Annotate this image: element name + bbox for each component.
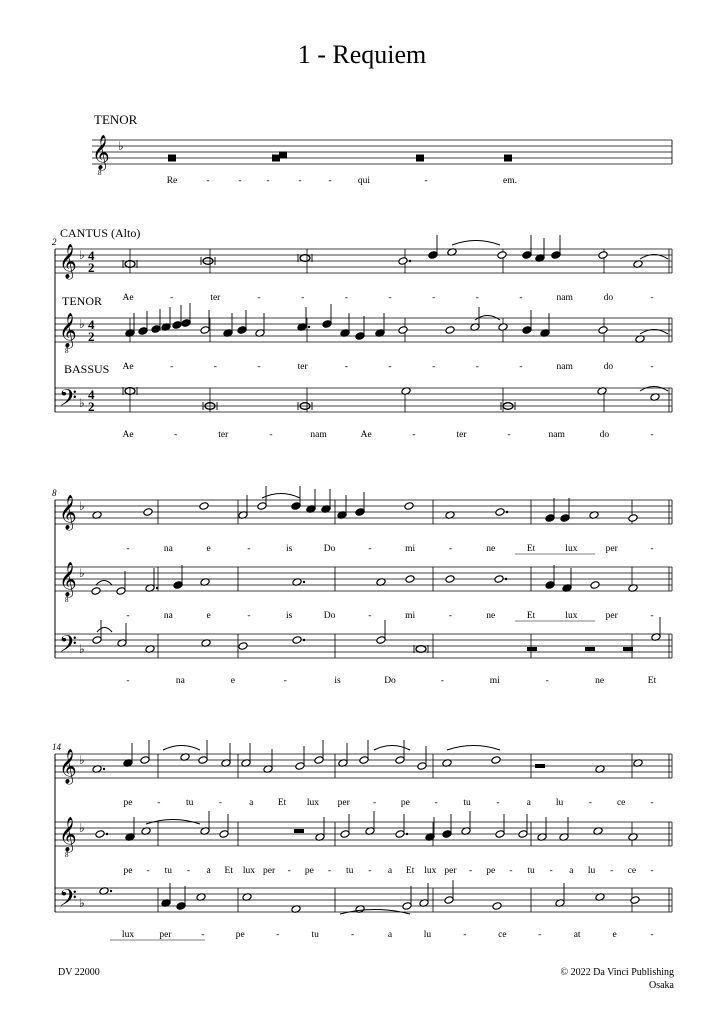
lyric-syllable: na <box>163 544 173 554</box>
lyric-syllable: ce <box>498 930 507 940</box>
lyric-syllable: - <box>424 176 428 186</box>
tie <box>96 581 112 586</box>
quarter-note <box>355 508 365 517</box>
lyric-syllable: pe <box>304 866 314 876</box>
lyric-syllable: do <box>599 430 610 440</box>
whole-note <box>628 514 638 523</box>
quarter-note <box>173 581 183 590</box>
lyric-syllable: tu <box>345 866 354 876</box>
whole-note <box>590 581 600 590</box>
lyric-syllable: - <box>588 798 592 808</box>
lyric-syllable: - <box>434 798 438 808</box>
lyric-syllable: - <box>496 798 500 808</box>
lyric-syllable: - <box>247 544 251 554</box>
quarter-note <box>522 251 532 260</box>
quarter-note <box>560 514 570 523</box>
whole-note <box>445 326 455 335</box>
half-note <box>116 587 126 596</box>
lyric-syllable: - <box>146 866 150 876</box>
lyric-syllable: ter <box>297 362 308 372</box>
lyric-syllable: Et <box>405 866 415 876</box>
catalog-number: DV 22000 <box>58 967 100 978</box>
tie <box>640 387 668 392</box>
lyric-syllable: - <box>650 611 654 621</box>
half-note <box>402 902 412 911</box>
lyric-syllable: - <box>475 293 479 303</box>
lyric-syllable: mi <box>405 544 416 554</box>
augmentation-dot <box>103 768 105 770</box>
lyric-syllable: lux <box>306 798 320 808</box>
quarter-note <box>442 830 452 839</box>
lyric-syllable: - <box>388 362 392 372</box>
half-note <box>219 830 229 839</box>
lyric-syllable: ne <box>595 676 605 686</box>
lyric-syllable: - <box>650 293 654 303</box>
lyric-syllable: tu <box>185 798 194 808</box>
lyric-syllable: - <box>344 293 348 303</box>
lyric-syllable: a <box>206 866 211 876</box>
lyric-syllable: na <box>163 611 173 621</box>
rest <box>585 647 595 651</box>
lyric-syllable: tu <box>311 930 319 940</box>
lyric-syllable: lux <box>121 930 135 940</box>
lyric-syllable: Ae <box>122 293 134 303</box>
lyric-syllable: tu <box>527 866 535 876</box>
lyric-syllable: - <box>610 866 614 876</box>
bass-clef-icon: 𝄢 <box>59 630 78 663</box>
lyric-syllable: Et <box>647 676 657 686</box>
half-note <box>376 636 386 645</box>
lyric-syllable: - <box>545 676 549 686</box>
lyric-syllable: ne <box>486 544 496 554</box>
lyric-syllable: - <box>186 866 191 876</box>
lyric-syllable: e <box>612 930 617 940</box>
lyric-syllable: - <box>650 430 654 440</box>
lyric-syllable: - <box>538 930 542 940</box>
quarter-note <box>522 326 532 335</box>
square-note <box>279 152 287 159</box>
lyric-syllable: mi <box>489 676 500 686</box>
lyric-syllable: per <box>337 798 350 808</box>
lyric-syllable: - <box>266 176 270 186</box>
whole-note <box>91 587 101 596</box>
tie <box>97 628 112 633</box>
lyric-syllable: - <box>469 866 473 876</box>
half-note <box>140 756 150 765</box>
lyric-syllable: ce <box>616 798 626 808</box>
octave-sub-icon: 8 <box>98 169 102 177</box>
treble-clef-icon: 𝄞 <box>59 562 77 597</box>
augmentation-dot <box>106 833 108 835</box>
quarter-note <box>172 321 182 330</box>
measure-number: 8 <box>52 488 57 498</box>
lyric-syllable: - <box>475 362 479 372</box>
lyric-syllable: - <box>328 176 332 186</box>
measure-number: 2 <box>52 237 57 247</box>
whole-note <box>199 502 209 511</box>
lyric-syllable: ter <box>218 430 229 440</box>
half-note <box>395 756 405 765</box>
rest <box>535 764 545 768</box>
lyric-syllable: Ae <box>122 362 134 372</box>
lyric-syllable: - <box>174 430 178 440</box>
quarter-note <box>181 319 191 328</box>
augmentation-dot <box>308 326 310 328</box>
lyric-syllable: pe <box>486 866 496 876</box>
whole-note <box>405 575 415 584</box>
bass-clef-icon: 𝄢 <box>59 384 78 417</box>
lyric-syllable: pe <box>400 798 410 808</box>
augmentation-dot <box>156 587 158 589</box>
voice-label: BASSUS <box>64 362 110 376</box>
quarter-note <box>355 332 365 341</box>
time-signature-numerator: 4 <box>88 248 95 263</box>
rest <box>623 647 633 651</box>
half-note <box>444 896 454 905</box>
square-note <box>168 155 176 162</box>
lyric-syllable: - <box>549 866 553 876</box>
half-note <box>417 762 427 771</box>
treble-clef-icon: 𝄞 <box>59 313 77 348</box>
whole-note <box>143 508 153 517</box>
quarter-note <box>291 502 301 511</box>
half-note <box>495 830 505 839</box>
lyric-syllable: Et <box>526 544 536 554</box>
quarter-note <box>545 514 555 523</box>
lyric-syllable: - <box>440 676 444 686</box>
tie <box>163 746 200 751</box>
flat-icon: ♭ <box>79 753 85 767</box>
whole-note <box>495 508 505 517</box>
lyric-syllable: - <box>257 293 261 303</box>
whole-note <box>598 251 608 260</box>
rest <box>527 647 537 651</box>
flat-icon: ♭ <box>79 821 85 835</box>
quarter-note <box>151 325 161 334</box>
lyric-syllable: - <box>327 866 332 876</box>
lyric-syllable: lux <box>565 611 578 621</box>
half-note <box>518 830 528 839</box>
lyric-syllable: - <box>126 544 130 554</box>
lyric-syllable: - <box>519 293 523 303</box>
lyric-syllable: - <box>448 544 453 554</box>
lyric-syllable: - <box>218 798 223 808</box>
tie <box>374 746 410 751</box>
lyric-syllable: em. <box>503 176 517 186</box>
square-note <box>504 155 512 162</box>
augmentation-dot <box>406 833 408 835</box>
lyric-syllable: nam <box>548 430 565 440</box>
whole-note <box>492 902 502 911</box>
lyric-syllable: - <box>276 930 280 940</box>
flat-icon: ♭ <box>79 566 85 580</box>
lyric-syllable: lu <box>555 798 564 808</box>
lyric-syllable: a <box>387 930 393 940</box>
lyric-syllable: - <box>650 798 654 808</box>
treble-clef-icon: 𝄞 <box>59 749 77 784</box>
lyric-syllable: nam <box>556 362 573 372</box>
lyric-syllable: at <box>573 930 581 940</box>
whole-note <box>491 756 501 765</box>
lyric-syllable: - <box>448 611 453 621</box>
lyric-syllable: ter <box>456 430 467 440</box>
lyric-syllable: lu <box>587 866 596 876</box>
bass-clef-icon: 𝄢 <box>59 884 78 917</box>
augmentation-dot <box>303 639 305 641</box>
lyric-syllable: per <box>262 866 276 876</box>
lyric-syllable: Do <box>384 676 396 686</box>
square-note <box>272 155 280 162</box>
square-note <box>416 155 424 162</box>
quarter-note <box>237 326 247 335</box>
lyric-syllable: - <box>201 930 205 940</box>
quarter-note <box>545 581 555 590</box>
lyric-syllable: per <box>605 611 618 621</box>
octave-sub-icon: 8 <box>65 596 69 604</box>
voice-label: TENOR <box>62 294 102 308</box>
lyric-syllable: a <box>526 798 531 808</box>
lyric-syllable: - <box>170 362 174 372</box>
lyric-syllable: e <box>206 611 211 621</box>
lyric-syllable: lux <box>565 544 578 554</box>
quarter-note <box>322 320 332 329</box>
lyric-syllable: is <box>334 676 341 686</box>
lyric-syllable: - <box>368 544 372 554</box>
lyric-syllable: - <box>432 293 436 303</box>
tie <box>262 494 300 499</box>
whole-note <box>398 257 408 266</box>
lyric-syllable: - <box>432 362 436 372</box>
half-note <box>295 762 305 771</box>
lyric-syllable: - <box>213 362 217 372</box>
whole-note <box>494 575 504 584</box>
lyric-syllable: Ae <box>360 430 372 440</box>
lyric-syllable: mi <box>405 611 416 621</box>
treble-clef-icon: 𝄞 <box>59 817 77 852</box>
lyric-syllable: - <box>126 676 130 686</box>
lyric-syllable: Re <box>166 176 178 186</box>
time-signature-denominator: 2 <box>88 329 95 344</box>
lyric-syllable: Ae <box>122 430 134 440</box>
voice-label: CANTUS (Alto) <box>60 226 141 240</box>
lyric-syllable: do <box>603 293 614 303</box>
whole-note <box>292 636 302 645</box>
half-note <box>395 830 405 839</box>
treble-clef-icon: 𝄞 <box>59 495 77 530</box>
lyric-syllable: - <box>257 362 261 372</box>
treble-clef-icon: 𝄞 <box>59 244 77 279</box>
lyric-syllable: - <box>157 798 161 808</box>
octave-sub-icon: 8 <box>65 347 69 355</box>
lyric-syllable: tu <box>164 866 172 876</box>
lyric-syllable: tu <box>463 798 471 808</box>
lyric-syllable: ter <box>210 293 221 303</box>
quarter-note <box>551 251 561 260</box>
lyric-syllable: - <box>344 362 348 372</box>
lyric-syllable: e <box>230 676 235 686</box>
flat-icon: ♭ <box>118 139 124 153</box>
page-title: 1 - Requiem <box>297 40 427 69</box>
augmentation-dot <box>409 260 411 262</box>
half-note <box>198 756 208 765</box>
lyric-syllable: a <box>387 866 393 876</box>
lyric-syllable: is <box>286 611 293 621</box>
lyric-syllable: Do <box>323 611 336 621</box>
lyric-syllable: - <box>301 293 305 303</box>
time-signature-denominator: 2 <box>88 260 95 275</box>
lyric-syllable: Do <box>323 544 336 554</box>
half-note <box>314 756 324 765</box>
lyric-syllable: - <box>350 930 355 940</box>
flat-icon: ♭ <box>79 642 85 656</box>
lyric-syllable: lux <box>242 866 255 876</box>
flat-icon: ♭ <box>79 248 85 262</box>
time-signature-numerator: 4 <box>88 317 95 332</box>
lyric-syllable: qui <box>357 176 371 186</box>
lyric-syllable: - <box>287 866 291 876</box>
breve-note <box>300 255 310 262</box>
whole-note <box>238 642 248 651</box>
half-note <box>92 636 102 645</box>
lyric-syllable: - <box>368 866 372 876</box>
lyric-syllable: per <box>605 544 618 554</box>
flat-icon: ♭ <box>79 896 85 910</box>
lyric-syllable: - <box>412 430 416 440</box>
half-note <box>340 830 350 839</box>
lyric-syllable: pe <box>123 866 133 876</box>
lyric-syllable: is <box>286 544 293 554</box>
augmentation-dot <box>303 581 305 583</box>
flat-icon: ♭ <box>79 396 85 410</box>
lyric-syllable: - <box>650 544 654 554</box>
lyric-syllable: ce <box>627 866 637 876</box>
lyric-syllable: nam <box>556 293 573 303</box>
lyric-syllable: lu <box>423 930 432 940</box>
lyric-syllable: - <box>507 430 511 440</box>
lyric-syllable: - <box>170 293 174 303</box>
augmentation-dot <box>110 890 112 892</box>
lyric-syllable: - <box>509 866 513 876</box>
lyric-syllable: ne <box>486 611 496 621</box>
lyric-syllable: a <box>249 798 254 808</box>
lyric-syllable: - <box>247 611 251 621</box>
lyric-syllable: e <box>206 544 211 554</box>
lyric-syllable: lux <box>424 866 437 876</box>
rest <box>294 829 304 833</box>
whole-note <box>404 502 414 511</box>
lyric-syllable: per <box>159 930 172 940</box>
lyric-syllable: - <box>372 798 377 808</box>
lyric-syllable: do <box>603 362 614 372</box>
treble-clef-icon: 𝄞 <box>92 135 110 170</box>
quarter-note <box>176 902 186 911</box>
tie <box>452 241 500 246</box>
lyric-syllable: - <box>650 866 654 876</box>
lyric-syllable: Et <box>526 611 536 621</box>
half-note <box>359 756 369 765</box>
augmentation-dot <box>506 511 508 513</box>
lyric-syllable: - <box>388 293 392 303</box>
lyric-syllable: - <box>283 676 287 686</box>
lyric-syllable: - <box>650 930 654 940</box>
lyric-syllable: - <box>126 611 130 621</box>
quarter-note <box>428 251 438 260</box>
lyric-syllable: per <box>444 866 457 876</box>
quarter-note <box>138 327 148 336</box>
lyric-syllable: - <box>650 362 654 372</box>
whole-note <box>398 326 408 335</box>
lyric-syllable: - <box>238 176 242 186</box>
lyric-syllable: pe <box>235 930 245 940</box>
breve-note <box>416 646 426 653</box>
half-note <box>200 326 210 335</box>
flat-icon: ♭ <box>79 317 85 331</box>
lyric-syllable: a <box>569 866 574 876</box>
lyric-syllable: - <box>463 930 467 940</box>
whole-note <box>630 896 640 905</box>
tie <box>447 746 500 751</box>
lyric-syllable: - <box>368 611 372 621</box>
flat-icon: ♭ <box>79 499 85 513</box>
lyric-syllable: - <box>298 176 302 186</box>
lyric-syllable: - <box>206 176 210 186</box>
lyric-syllable: - <box>269 430 273 440</box>
lyric-syllable: Et <box>224 866 233 876</box>
lyric-syllable: Et <box>277 798 287 808</box>
augmentation-dot <box>505 578 507 580</box>
whole-note <box>497 251 507 260</box>
whole-note <box>598 326 608 335</box>
time-signature-numerator: 4 <box>88 387 95 402</box>
octave-sub-icon: 8 <box>65 851 69 859</box>
lyric-syllable: - <box>519 362 523 372</box>
lyric-syllable: nam <box>310 430 327 440</box>
publisher-city: Osaka <box>649 980 674 991</box>
whole-note <box>95 830 105 839</box>
copyright-line: © 2022 Da Vinci Publishing <box>560 967 674 978</box>
half-note <box>257 502 267 511</box>
lyric-syllable: pe <box>123 798 133 808</box>
whole-note <box>445 575 455 584</box>
lyric-syllable: na <box>175 676 185 686</box>
voice-label-tenor-intonation: TENOR <box>94 112 138 127</box>
time-signature-denominator: 2 <box>88 399 95 414</box>
measure-number: 14 <box>52 742 61 752</box>
